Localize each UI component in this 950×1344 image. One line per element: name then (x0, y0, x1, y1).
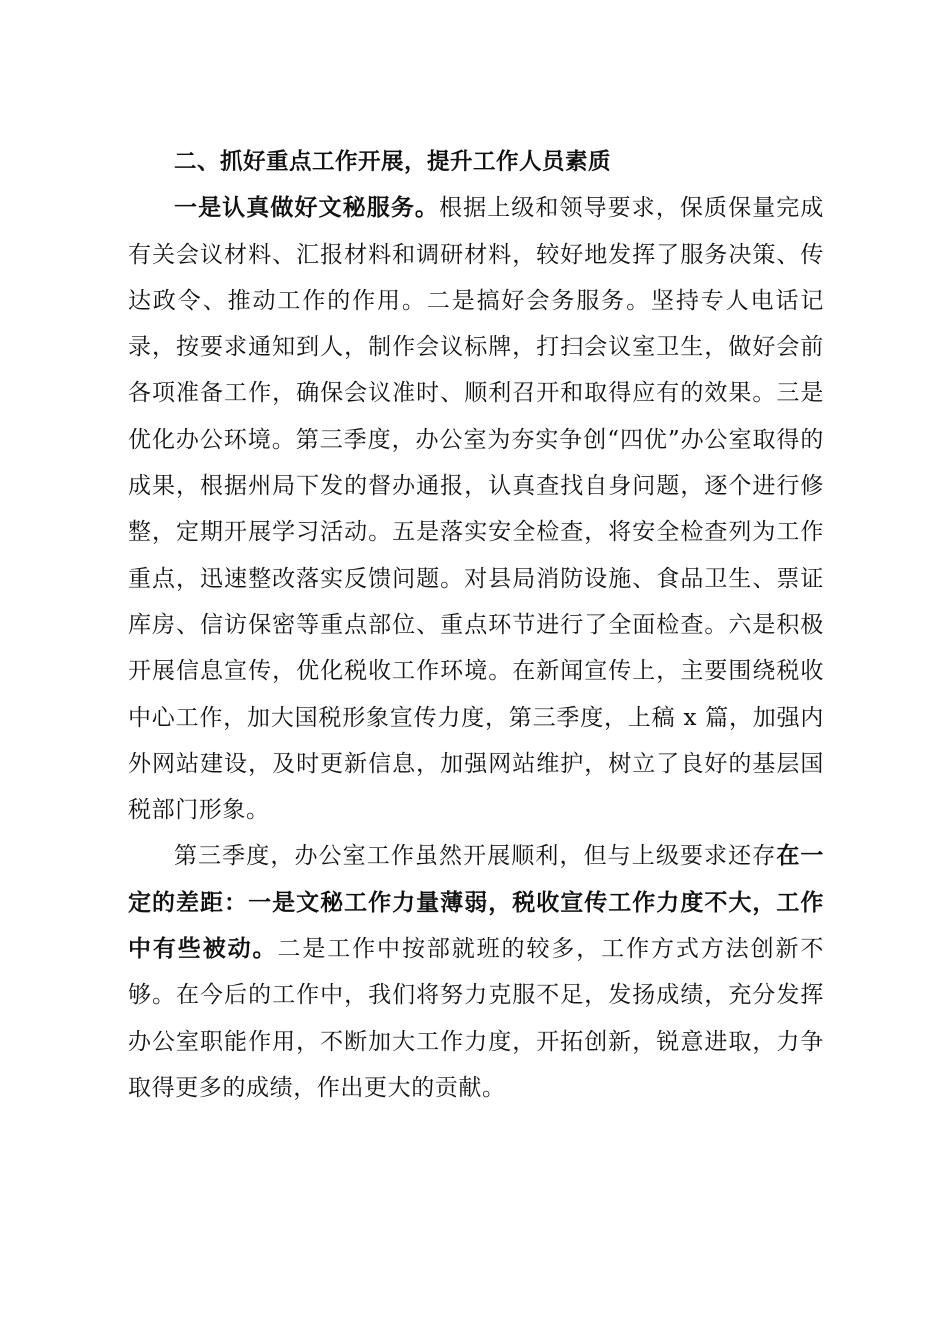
paragraph-body-text: 根据上级和领导要求，保质保量完成有关会议材料、汇报材料和调研材料，较好地发挥了服务决策、传达政令、推动工作的作用。二是搞好会务服务。坚持专人电话记录，按要求通知到人，制作会议标牌，打扫会议室卫生，做好会前各项准备工作，确保会议准时、顺利召开和取得应有的效果。三是优化办公环境。第三季度，办公室为夯实争创“四优”办公室取得的成果，根据州局下发的督办通报，认真查找自身问题，逐个进行修整，定期开展学习活动。五是落实安全检查，将安全检查列为工作重点，迅速整改落实反馈问题。对县局消防设施、食品卫生、票证库房、信访保密等重点部位、重点环节进行了全面检查。六是积极开展信息宣传，优化税收工作环境。在新闻宣传上，主要围绕税收中心工作，加大国税形象宣传力度，第三季度，上稿 x 篇，加强内外网站建设，及时更新信息，加强网站维护，树立了良好的基层国税部门形象。 (128, 195, 824, 824)
paragraph-intro-text: 第三季度，办公室工作虽然开展顺利，但与上级要求还存 (174, 843, 777, 870)
paragraph-work-summary (128, 185, 824, 833)
section-heading: 二、抓好重点工作开展，提升工作人员素质 (174, 149, 612, 175)
paragraph-rest-text: 二是工作中按部就班的较多，工作方式方法创新不够。在今后的工作中，我们将努力克服不足，发扬成绩，充分发挥办公室职能作用，不断加大工作力度，开拓创新，锐意进取，力争取得更多的成绩，作出更大的贡献。 (128, 936, 824, 1101)
paragraph-bold-text: 在一定的差距：一是文秘工作力量薄弱，税收宣传工作力度不大，工作中有些被动。 (128, 842, 825, 963)
document-body (128, 139, 824, 1111)
paragraph-lead-phrase: 一是认真做好文秘服务。 (174, 194, 440, 222)
paragraph-shortcomings (128, 833, 824, 1111)
